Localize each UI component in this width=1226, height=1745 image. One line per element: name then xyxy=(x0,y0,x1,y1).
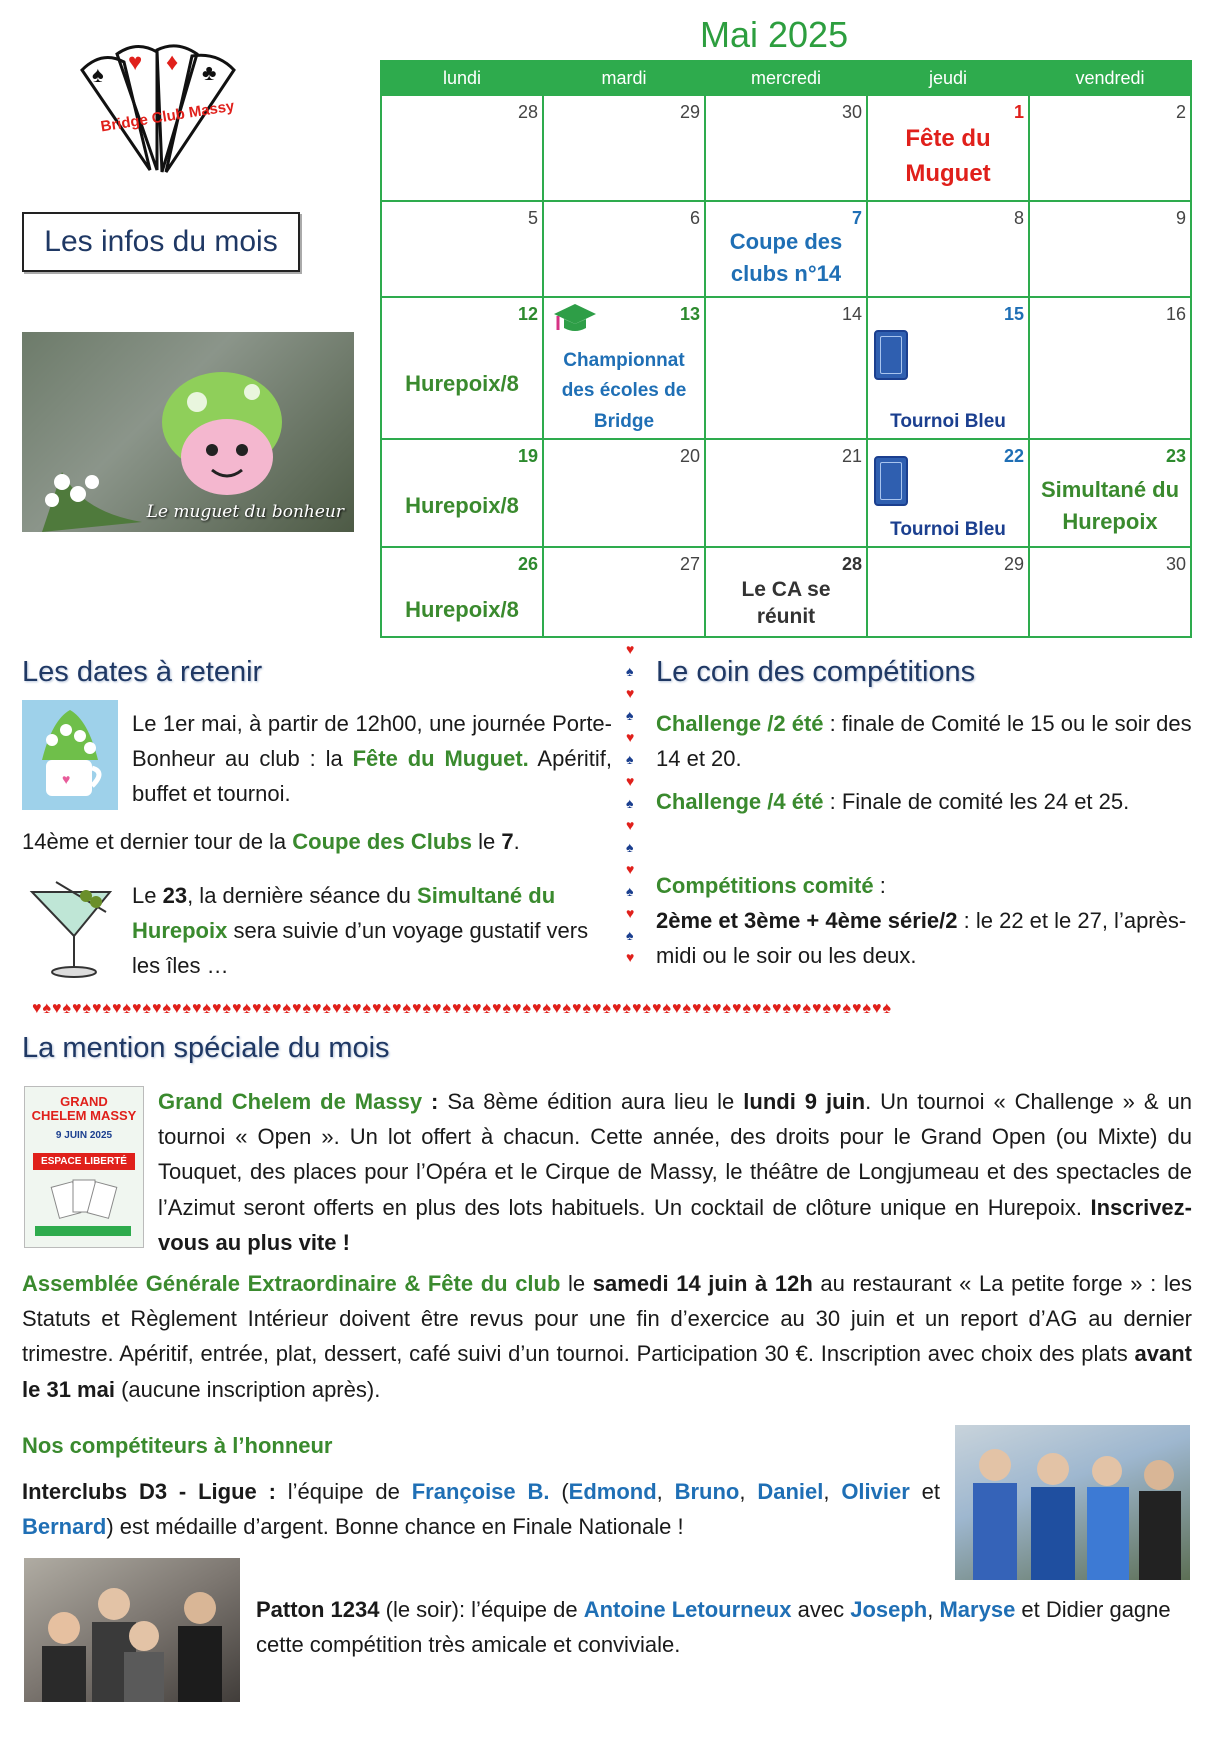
svg-text:♦: ♦ xyxy=(166,49,179,76)
interclubs-team-photo xyxy=(955,1425,1190,1580)
event-hurepoix: Hurepoix/8 xyxy=(405,493,519,518)
svg-text:♥: ♥ xyxy=(128,49,143,76)
text-run: , xyxy=(927,1597,940,1622)
competitions-item-1 xyxy=(656,706,1196,776)
text-run: : Finale de comité les 24 et 25. xyxy=(823,789,1130,814)
weekday-header: mardi xyxy=(543,61,705,95)
svg-text:♥: ♥ xyxy=(626,817,635,833)
lily-bouquet-graphic xyxy=(22,700,118,810)
highlight-comite: Compétitions comité xyxy=(656,873,874,898)
calendar-day xyxy=(381,201,543,297)
calendar-day xyxy=(1029,439,1191,547)
day-number: 20 xyxy=(679,446,700,466)
svg-text:♥: ♥ xyxy=(626,685,635,701)
weekday-header: lundi xyxy=(381,61,543,95)
text-run: , la dernière séance du xyxy=(187,883,418,908)
highlight-patton: Patton 1234 xyxy=(256,1597,380,1622)
event-championnat: Championnat des écoles de Bridge xyxy=(561,350,687,432)
poster-title: GRAND CHELEM MASSY xyxy=(31,1094,137,1124)
calendar-day xyxy=(1029,201,1191,297)
text-run: , xyxy=(656,1479,675,1504)
highlight-coupe-clubs: Coupe des Clubs xyxy=(292,829,472,854)
mention-section-title: La mention spéciale du mois xyxy=(22,1032,390,1064)
svg-text:♠: ♠ xyxy=(626,751,634,767)
calendar-day xyxy=(1029,95,1191,201)
day-number: 13 xyxy=(679,304,700,324)
player-name: Antoine Letourneux xyxy=(583,1597,792,1622)
day-number: 27 xyxy=(679,554,700,574)
svg-text:♠: ♠ xyxy=(92,62,104,87)
calendar-day xyxy=(705,297,867,439)
day-number: 12 xyxy=(517,304,538,324)
day-number: 5 xyxy=(527,208,538,228)
text-run: ) est médaille d’argent. Bonne chance en Finale Nationale ! xyxy=(106,1514,684,1540)
text-run: Le 1er mai, à partir de 12h00, une journée Porte-Bonheur au club : la xyxy=(132,711,612,772)
calendar-day xyxy=(381,439,543,547)
text-run: : le 22 et le 27, l’après-midi ou le soir ou les deux. xyxy=(656,908,1187,969)
dates-section-title: Les dates à retenir xyxy=(22,656,263,688)
calendar-day xyxy=(867,95,1029,201)
calendar-day xyxy=(543,547,705,637)
weekday-header: mercredi xyxy=(705,61,867,95)
day-number: 29 xyxy=(679,102,700,122)
event-tournoi-bleu: Tournoi Bleu xyxy=(890,411,1006,432)
calendar-week xyxy=(381,201,1191,297)
text-run: sera suivie d’un voyage gustatif vers les îles … xyxy=(132,918,589,979)
svg-text:♣: ♣ xyxy=(202,60,217,85)
highlight-deadline: avant le 31 mai xyxy=(22,1341,1192,1402)
highlight-date: 23 xyxy=(162,883,188,908)
calendar-day xyxy=(705,547,867,637)
calendar-day xyxy=(867,439,1029,547)
dates-paragraph-1 xyxy=(132,706,612,812)
poster-cards-graphic xyxy=(25,1170,141,1240)
infos-du-mois-title: Les infos du mois xyxy=(22,212,300,272)
weekday-header: vendredi xyxy=(1029,61,1191,95)
svg-text:♥: ♥ xyxy=(626,949,635,965)
vertical-suit-separator xyxy=(623,640,643,980)
calendar-week xyxy=(381,95,1191,201)
player-name: Bruno xyxy=(674,1479,740,1504)
calendar-day xyxy=(381,297,543,439)
patton-paragraph xyxy=(256,1592,1192,1662)
text-run: , xyxy=(739,1479,758,1504)
calendar-day xyxy=(381,547,543,637)
calendar-day xyxy=(543,95,705,201)
text-run: . xyxy=(513,829,520,854)
day-number: 16 xyxy=(1165,304,1186,324)
event-hurepoix: Hurepoix/8 xyxy=(405,597,519,622)
calendar-day xyxy=(705,95,867,201)
text-run: Sa 8ème édition aura lieu le xyxy=(447,1089,744,1114)
day-number: 7 xyxy=(851,208,862,228)
day-number: 6 xyxy=(689,208,700,228)
competitions-section-title: Le coin des compétitions xyxy=(656,656,976,688)
highlight-simultane: Simultané du Hurepoix xyxy=(132,883,556,944)
day-number: 22 xyxy=(1003,446,1024,466)
text-run: et Didier gagne cette compétition très amicale et conviviale. xyxy=(256,1597,1171,1658)
cocktail-icon xyxy=(26,872,116,982)
player-name: Daniel xyxy=(757,1479,824,1504)
calendar-day xyxy=(705,201,867,297)
event-coupe-clubs: Coupe des clubs n°14 xyxy=(729,229,843,286)
svg-text:♥: ♥ xyxy=(62,771,71,787)
day-number: 29 xyxy=(1003,554,1024,574)
highlight-date: lundi 9 juin xyxy=(743,1089,866,1114)
highlight-grand-chelem: Grand Chelem de Massy xyxy=(158,1089,423,1114)
day-number: 14 xyxy=(841,304,862,324)
text-run: : finale de Comité le 15 ou le soir des 14 et 20. xyxy=(656,711,1192,772)
text-run: (le soir): l’équipe de xyxy=(379,1597,584,1622)
svg-text:♠: ♠ xyxy=(626,927,634,943)
day-number: 15 xyxy=(1003,304,1024,324)
ladybug-caption: Le muguet du bonheur xyxy=(146,502,344,522)
playing-card-icon xyxy=(874,330,908,380)
day-number: 28 xyxy=(517,102,538,122)
highlight-challenge-2: Challenge /2 été xyxy=(656,711,824,736)
day-number: 30 xyxy=(841,102,862,122)
svg-text:♠: ♠ xyxy=(626,707,634,723)
highlight-series: 2ème et 3ème + 4ème série/2 xyxy=(656,908,958,934)
weekday-header: jeudi xyxy=(867,61,1029,95)
dates-paragraph-2 xyxy=(22,824,622,859)
text-run: avec xyxy=(791,1597,851,1622)
grand-chelem-poster xyxy=(24,1086,144,1248)
svg-text:♠: ♠ xyxy=(626,795,634,811)
calendar-day xyxy=(867,201,1029,297)
highlight-challenge-4: Challenge /4 été xyxy=(656,789,824,814)
svg-text:♥♠♥♠♥♠♥♠♥♠♥♠♥♠♥♠♥♠♥♠♥♠♥♠♥♠♥♠♥♠: ♥♠♥♠♥♠♥♠♥♠♥♠♥♠♥♠♥♠♥♠♥♠♥♠♥♠♥♠♥♠♥♠♥♠♥♠♥♠♥♠♥♠♥♠♥♠♥♠♥♠♥♠♥♠♥♠♥♠♥♠♥♠♥♠♥♠♥♠♥♠♥♠♥♠♥♠♥♠♥♠♥♠♥♠♥♠ xyxy=(32,1000,892,1016)
text-run: (aucune inscription après). xyxy=(114,1376,381,1402)
svg-text:♥: ♥ xyxy=(626,729,635,745)
calendar-day xyxy=(543,201,705,297)
text-run: ( xyxy=(549,1479,569,1504)
svg-text:♥: ♥ xyxy=(626,861,635,877)
player-name: Edmond xyxy=(568,1479,657,1504)
svg-text:♥: ♥ xyxy=(626,905,635,921)
honneur-heading: Nos compétiteurs à l’honneur xyxy=(22,1433,333,1458)
day-number: 1 xyxy=(1013,102,1024,122)
text-run: Apéritif, buffet et tournoi. xyxy=(132,746,613,807)
calendar-title: Mai 2025 xyxy=(700,14,849,55)
text-run: 14ème et dernier tour de la xyxy=(22,829,293,854)
svg-text:♥: ♥ xyxy=(626,773,635,789)
assemblee-generale-paragraph xyxy=(22,1266,1192,1407)
svg-text:♠: ♠ xyxy=(626,883,634,899)
calendar-day xyxy=(705,439,867,547)
player-name: Joseph xyxy=(850,1597,928,1622)
playing-card-icon xyxy=(874,456,908,506)
day-number: 19 xyxy=(517,446,538,466)
calendar-day xyxy=(543,439,705,547)
patton-figures xyxy=(24,1558,240,1702)
svg-text:♥: ♥ xyxy=(626,641,635,657)
poster-date: 9 JUIN 2025 xyxy=(55,1129,113,1141)
text-run: et xyxy=(909,1479,940,1504)
team-figures xyxy=(955,1425,1190,1580)
text-run: , xyxy=(823,1479,842,1504)
player-name: Olivier xyxy=(841,1479,910,1504)
competitions-item-3 xyxy=(656,868,1196,974)
event-fete-muguet: Fête du Muguet xyxy=(905,125,991,187)
calendar-day xyxy=(381,95,543,201)
day-number: 8 xyxy=(1013,208,1024,228)
day-number: 2 xyxy=(1175,102,1186,122)
highlight-date: 7 xyxy=(501,829,514,854)
event-ca: Le CA se réunit xyxy=(741,578,831,629)
ladybug-lily-image xyxy=(22,332,354,532)
calendar-day xyxy=(1029,547,1191,637)
day-number: 30 xyxy=(1165,554,1186,574)
dates-paragraph-3 xyxy=(132,878,612,984)
day-number: 23 xyxy=(1165,446,1186,466)
graduation-cap-icon xyxy=(552,302,598,338)
event-simultane: Simultané du Hurepoix xyxy=(1040,477,1180,534)
player-name: Bernard xyxy=(22,1514,107,1540)
event-tournoi-bleu: Tournoi Bleu xyxy=(890,519,1006,540)
interclubs-paragraph xyxy=(22,1474,940,1544)
calendar-week xyxy=(381,439,1191,547)
text-run: le xyxy=(471,829,502,854)
text-run: le xyxy=(560,1271,593,1296)
svg-text:♠: ♠ xyxy=(626,839,634,855)
calendar-week xyxy=(381,297,1191,439)
player-name: Françoise B. xyxy=(411,1479,550,1504)
calendar-day xyxy=(867,547,1029,637)
day-number: 26 xyxy=(517,554,538,574)
calendar-day xyxy=(543,297,705,439)
svg-text:♠: ♠ xyxy=(626,663,634,679)
highlight-fete-muguet: Fête du Muguet. xyxy=(352,746,529,772)
day-number: 9 xyxy=(1175,208,1186,228)
competitions-item-2 xyxy=(656,784,1196,819)
highlight-interclubs: Interclubs D3 - Ligue : xyxy=(22,1479,276,1504)
grand-chelem-paragraph xyxy=(158,1084,1192,1260)
horizontal-suit-separator xyxy=(32,998,1192,1016)
logo-text: Bridge Club Massy xyxy=(99,97,236,136)
calendar-day xyxy=(1029,297,1191,439)
text-run: : xyxy=(873,873,886,898)
calendar-table xyxy=(380,60,1192,638)
calendar-week xyxy=(381,547,1191,637)
lily-of-the-valley-icon xyxy=(22,700,118,810)
calendar-day xyxy=(867,297,1029,439)
calendar-header-row xyxy=(381,61,1191,95)
day-number: 21 xyxy=(841,446,862,466)
text-run: . Un tournoi « Challenge » & un tournoi « Open ». Un lot offert à chacun. Cette année, des droits pour le Grand Open (ou Mixte) du Touquet, des places pour l’Opéra et le Cirque de Massy, le théâtre de Longjumeau et des spectacles de l’Azimut seront offerts en plus des lots habituels. Un cocktail de clôture unique en Hurepoix. xyxy=(158,1089,1192,1220)
highlight-assemblee: Assemblée Générale Extraordinaire & Fête du club xyxy=(22,1271,561,1296)
text-run: Le xyxy=(132,883,163,908)
text-run: l’équipe de xyxy=(275,1479,412,1504)
patton-team-photo xyxy=(24,1558,240,1702)
highlight-date: samedi 14 juin à 12h xyxy=(592,1271,813,1296)
player-name: Maryse xyxy=(939,1597,1016,1622)
event-hurepoix: Hurepoix/8 xyxy=(405,371,519,396)
text-run: : xyxy=(422,1089,448,1114)
text-run: au restaurant « La petite forge » : les Statuts et Règlement Intérieur doivent être revus pour une fin d’exercice au 30 juin et un report d’AG au dernier trimestre. Apéritif, entrée, plat, dessert, café suivi d’un tournoi. Participation 30 €. Inscription avec choix des plats xyxy=(22,1271,1192,1367)
highlight-inscription: Inscrivez-vous au plus vite ! xyxy=(158,1194,1192,1255)
day-number: 28 xyxy=(841,554,862,574)
poster-place: ESPACE LIBERTÉ xyxy=(33,1153,135,1170)
